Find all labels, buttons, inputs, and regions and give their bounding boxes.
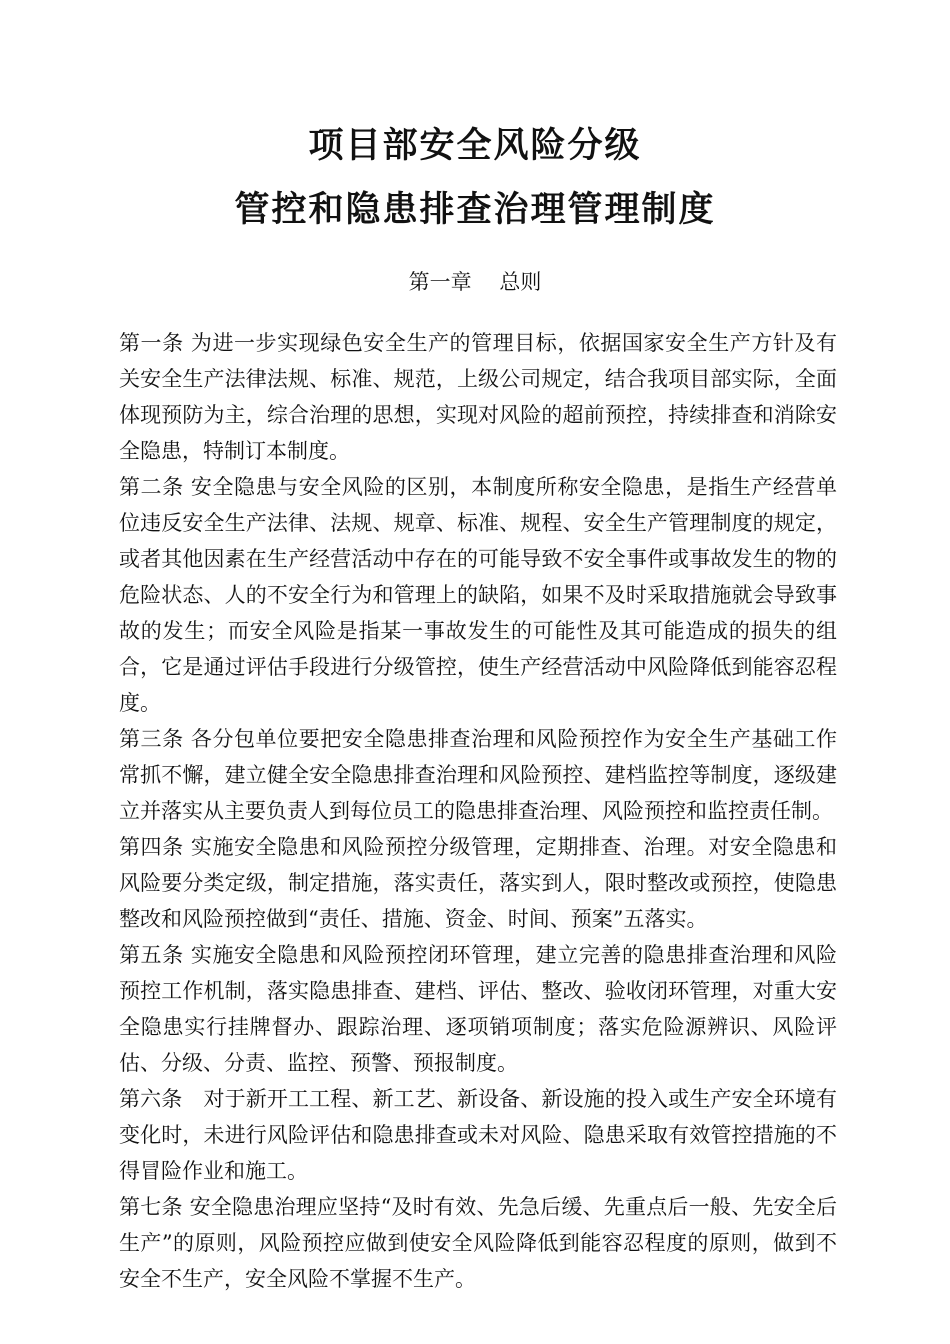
article-5: 第五条 实施安全隐患和风险预控闭环管理，建立完善的隐患排查治理和风险预控工作机制，落实隐患排查、建档、评估、整改、验收闭环管理，对重大安全隐患实行挂牌督办、跟踪治理、逐项销项制度；落实危险源辨识、风险评估、分级、分责、监控、预警、预报制度。: [119, 943, 837, 1075]
document-title-line-2: 管控和隐患排查治理管理制度: [234, 189, 716, 230]
article-1: 第一条 为进一步实现绿色安全生产的管理目标，依据国家安全生产方针及有关安全生产法律法规、标准、规范，上级公司规定，结合我项目部实际，全面体现预防为主，综合治理的思想，实现对风险的超前预控，持续排查和消除安全隐患，特制订本制度。: [119, 331, 837, 463]
article-6: 第六条 对于新开工工程、新工艺、新设备、新设施的投入或生产安全环境有变化时，未进行风险评估和隐患排查或未对风险、隐患采取有效管控措施的不得冒险作业和施工。: [119, 1087, 837, 1183]
article-7: 第七条 安全隐患治理应坚持“及时有效、先急后缓、先重点后一般、先安全后生产”的原则，风险预控应做到使安全风险降低到能容忍程度的原则，做到不安全不生产，安全风险不掌握不生产。: [119, 1195, 837, 1291]
article-4: 第四条 实施安全隐患和风险预控分级管理，定期排查、治理。对安全隐患和风险要分类定级，制定措施，落实责任，落实到人，限时整改或预控，使隐患整改和风险预控做到“责任、措施、资金、时间、预案”五落实。: [119, 835, 837, 931]
chapter-heading: 第一章 总则: [408, 270, 542, 294]
article-3: 第三条 各分包单位要把安全隐患排查治理和风险预控作为安全生产基础工作常抓不懈，建立健全安全隐患排查治理和风险预控、建档监控等制度，逐级建立并落实从主要负责人到每位员工的隐患排查治理、风险预控和监控责任制。: [119, 727, 837, 823]
article-2: 第二条 安全隐患与安全风险的区别，本制度所称安全隐患，是指生产经营单位违反安全生产法律、法规、规章、标准、规程、安全生产管理制度的规定，或者其他因素在生产经营活动中存在的可能导致不安全事件或事故发生的物的危险状态、人的不安全行为和管理上的缺陷，如果不及时采取措施就会导致事故的发生；而安全风险是指某一事故发生的可能性及其可能造成的损失的组合，它是通过评估手段进行分级管控，使生产经营活动中风险降低到能容忍程度。: [119, 475, 837, 715]
document-title-line-1: 项目部安全风险分级: [308, 125, 642, 166]
document-body: [119, 325, 837, 1297]
